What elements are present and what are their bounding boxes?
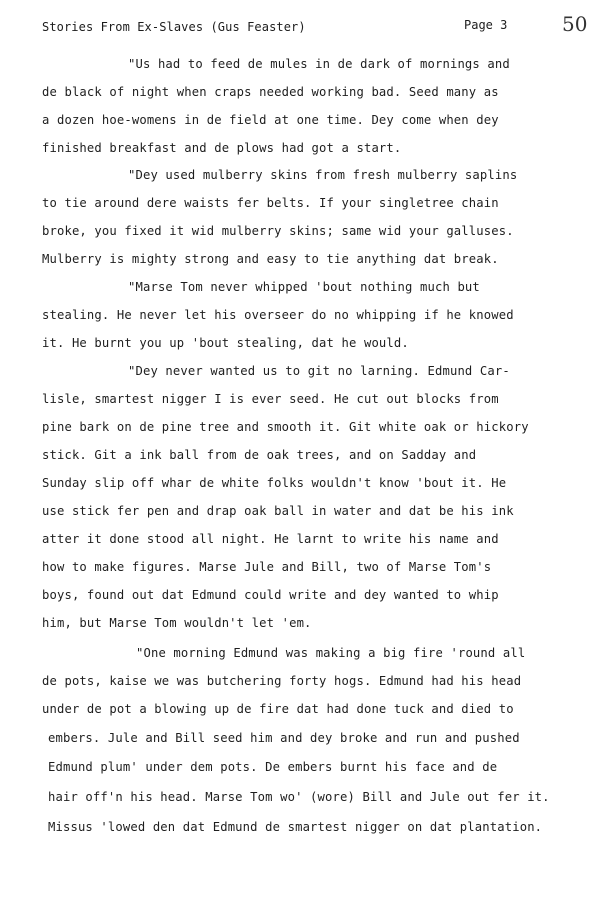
text-line: Mulberry is mighty strong and easy to tie anything dat break. [42, 252, 499, 266]
text-line: embers. Jule and Bill seed him and dey broke and run and pushed [48, 731, 520, 745]
text-line: to tie around dere waists fer belts. If your singletree chain [42, 196, 499, 210]
text-line: Edmund plum' under dem pots. De embers burnt his face and de [48, 760, 498, 774]
text-line: him, but Marse Tom wouldn't let 'em. [42, 616, 312, 630]
text-line: pine bark on de pine tree and smooth it. Git white oak or hickory [42, 420, 529, 434]
text-line: boys, found out dat Edmund could write and dey wanted to whip [42, 588, 499, 602]
text-line: a dozen hoe-womens in de field at one time. Dey come when dey [42, 113, 499, 127]
text-line: broke, you fixed it wid mulberry skins; same wid your galluses. [42, 224, 514, 238]
folio-number: 50 [562, 12, 588, 36]
text-line: it. He burnt you up 'bout stealing, dat he would. [42, 336, 409, 350]
text-line: de black of night when craps needed working bad. Seed many as [42, 85, 499, 99]
page-number-label: Page 3 [464, 18, 508, 32]
text-line: stealing. He never let his overseer do no whipping if he knowed [42, 308, 514, 322]
text-line: Sunday slip off whar de white folks wouldn't know 'bout it. He [42, 476, 507, 490]
text-line: under de pot a blowing up de fire dat had done tuck and died to [42, 702, 514, 716]
text-line: atter it done stood all night. He larnt to write his name and [42, 532, 499, 546]
text-line: use stick fer pen and drap oak ball in water and dat be his ink [42, 504, 514, 518]
text-line: "Dey never wanted us to git no larning. Edmund Car- [128, 364, 510, 378]
document-title: Stories From Ex-Slaves (Gus Feaster) [42, 20, 306, 34]
text-line: "Dey used mulberry skins from fresh mulberry saplins [128, 168, 518, 182]
text-line: Missus 'lowed den dat Edmund de smartest nigger on dat plantation. [48, 820, 543, 834]
text-line: how to make figures. Marse Jule and Bill, two of Marse Tom's [42, 560, 492, 574]
text-line: stick. Git a ink ball from de oak trees, and on Sadday and [42, 448, 477, 462]
page-header [42, 14, 592, 38]
text-line: hair off'n his head. Marse Tom wo' (wore) Bill and Jule out fer it. [48, 790, 550, 804]
text-line: finished breakfast and de plows had got a start. [42, 141, 402, 155]
text-line: "Us had to feed de mules in de dark of mornings and [128, 57, 510, 71]
text-line: lisle, smartest nigger I is ever seed. He cut out blocks from [42, 392, 499, 406]
text-line: de pots, kaise we was butchering forty hogs. Edmund had his head [42, 674, 522, 688]
text-line: "One morning Edmund was making a big fire 'round all [136, 646, 526, 660]
text-line: "Marse Tom never whipped 'bout nothing much but [128, 280, 480, 294]
